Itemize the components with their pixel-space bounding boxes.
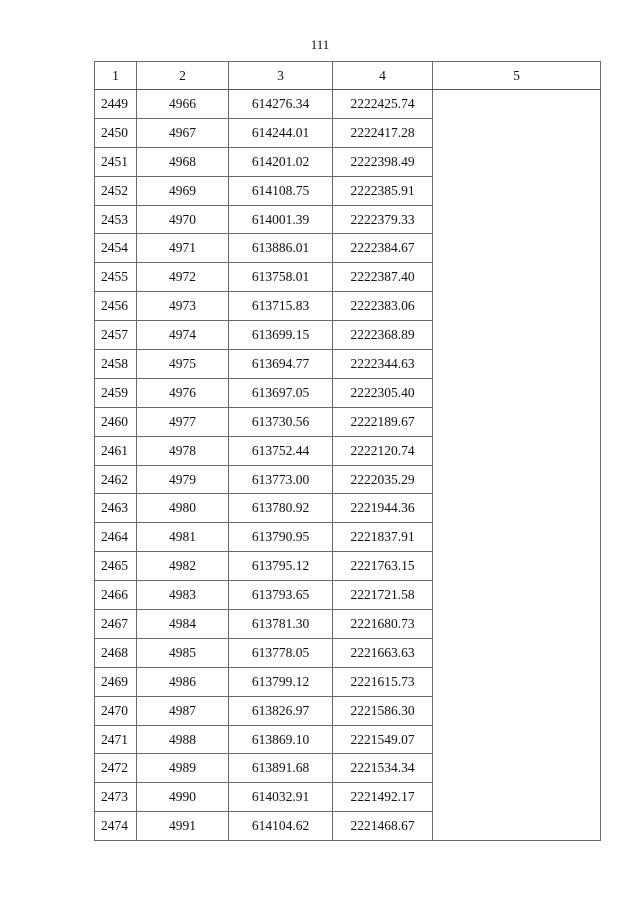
table-cell-col-2: 4972 [137,263,229,292]
table-cell-col-2: 4987 [137,696,229,725]
column-header-5: 5 [433,62,601,90]
table-cell-col-3: 613826.97 [229,696,333,725]
table-cell-col-3: 614104.62 [229,812,333,841]
table-cell-col-1: 2453 [95,205,137,234]
table-row [95,581,601,610]
table-cell-col-4: 2222387.40 [333,263,433,292]
table-cell-col-5 [433,581,601,610]
table-cell-col-5 [433,234,601,263]
table-cell-col-5 [433,783,601,812]
table-row [95,638,601,667]
table-cell-col-4: 2222120.74 [333,436,433,465]
table-cell-col-3: 614276.34 [229,90,333,119]
table-cell-col-4: 2222384.67 [333,234,433,263]
table-cell-col-5 [433,436,601,465]
table-cell-col-5 [433,667,601,696]
table-cell-col-4: 2221680.73 [333,610,433,639]
table-row [95,118,601,147]
table-cell-col-2: 4973 [137,292,229,321]
table-cell-col-5 [433,552,601,581]
table-cell-col-1: 2457 [95,321,137,350]
table-cell-col-5 [433,407,601,436]
table-cell-col-1: 2464 [95,523,137,552]
table-cell-col-2: 4977 [137,407,229,436]
table-cell-col-3: 613752.44 [229,436,333,465]
table-cell-col-2: 4982 [137,552,229,581]
table-cell-col-2: 4969 [137,176,229,205]
table-cell-col-1: 2455 [95,263,137,292]
column-header-3: 3 [229,62,333,90]
table-cell-col-1: 2451 [95,147,137,176]
table-cell-col-1: 2459 [95,378,137,407]
table-cell-col-5 [433,696,601,725]
table-cell-col-5 [433,494,601,523]
table-cell-col-3: 613780.92 [229,494,333,523]
table-cell-col-4: 2222035.29 [333,465,433,494]
table-cell-col-1: 2454 [95,234,137,263]
table-cell-col-2: 4984 [137,610,229,639]
table-cell-col-2: 4970 [137,205,229,234]
table-cell-col-1: 2472 [95,754,137,783]
table-cell-col-1: 2465 [95,552,137,581]
table-cell-col-2: 4968 [137,147,229,176]
table-row [95,812,601,841]
table-row [95,754,601,783]
header-row [95,62,601,90]
table-cell-col-2: 4981 [137,523,229,552]
table-cell-col-2: 4975 [137,350,229,379]
table-cell-col-1: 2458 [95,350,137,379]
table-cell-col-3: 613869.10 [229,725,333,754]
table-cell-col-4: 2221944.36 [333,494,433,523]
table-cell-col-1: 2469 [95,667,137,696]
table-cell-col-3: 613793.65 [229,581,333,610]
table-row [95,205,601,234]
table-cell-col-1: 2463 [95,494,137,523]
coordinates-table [94,61,601,841]
table-cell-col-4: 2222383.06 [333,292,433,321]
table-cell-col-5 [433,523,601,552]
table-cell-col-4: 2221763.15 [333,552,433,581]
table-cell-col-2: 4971 [137,234,229,263]
table-cell-col-1: 2456 [95,292,137,321]
table-cell-col-4: 2221721.58 [333,581,433,610]
table-cell-col-2: 4983 [137,581,229,610]
table-cell-col-3: 613891.68 [229,754,333,783]
table-cell-col-2: 4991 [137,812,229,841]
table-cell-col-2: 4980 [137,494,229,523]
table-cell-col-3: 614244.01 [229,118,333,147]
table-cell-col-3: 613730.56 [229,407,333,436]
table-cell-col-5 [433,638,601,667]
table-cell-col-5 [433,610,601,639]
table-cell-col-1: 2471 [95,725,137,754]
table-row [95,436,601,465]
table-row [95,725,601,754]
table-row [95,783,601,812]
table-cell-col-4: 2221615.73 [333,667,433,696]
table-row [95,552,601,581]
table-cell-col-4: 2222425.74 [333,90,433,119]
table-cell-col-3: 614201.02 [229,147,333,176]
table-row [95,523,601,552]
column-header-1: 1 [95,62,137,90]
table-cell-col-2: 4967 [137,118,229,147]
table-cell-col-5 [433,754,601,783]
table-cell-col-1: 2449 [95,90,137,119]
table-cell-col-3: 613699.15 [229,321,333,350]
table-cell-col-4: 2222305.40 [333,378,433,407]
table-cell-col-1: 2462 [95,465,137,494]
table-cell-col-5 [433,350,601,379]
table-cell-col-4: 2222385.91 [333,176,433,205]
table-cell-col-1: 2466 [95,581,137,610]
table-cell-col-1: 2460 [95,407,137,436]
table-cell-col-5 [433,321,601,350]
table-cell-col-3: 613773.00 [229,465,333,494]
table-cell-col-2: 4978 [137,436,229,465]
table-cell-col-3: 614108.75 [229,176,333,205]
table-cell-col-2: 4974 [137,321,229,350]
table-cell-col-1: 2450 [95,118,137,147]
table-cell-col-3: 613795.12 [229,552,333,581]
table-cell-col-2: 4966 [137,90,229,119]
table-cell-col-5 [433,205,601,234]
table-cell-col-4: 2222189.67 [333,407,433,436]
table-cell-col-5 [433,292,601,321]
table-cell-col-3: 613790.95 [229,523,333,552]
table-row [95,176,601,205]
table-cell-col-4: 2221549.07 [333,725,433,754]
table-row [95,465,601,494]
table-row [95,147,601,176]
table-cell-col-3: 613715.83 [229,292,333,321]
table-cell-col-4: 2221586.30 [333,696,433,725]
table-row [95,407,601,436]
table-cell-col-1: 2468 [95,638,137,667]
table-cell-col-2: 4989 [137,754,229,783]
table-row [95,350,601,379]
table-row [95,610,601,639]
table-cell-col-4: 2221534.34 [333,754,433,783]
table-cell-col-4: 2221468.67 [333,812,433,841]
table-cell-col-2: 4979 [137,465,229,494]
table-cell-col-1: 2461 [95,436,137,465]
table-cell-col-1: 2474 [95,812,137,841]
table-cell-col-3: 613799.12 [229,667,333,696]
table-cell-col-3: 613886.01 [229,234,333,263]
table-cell-col-4: 2221663.63 [333,638,433,667]
table-cell-col-5 [433,147,601,176]
table-cell-col-5 [433,725,601,754]
table-row [95,234,601,263]
table-cell-col-5 [433,118,601,147]
table-cell-col-5 [433,812,601,841]
table-cell-col-2: 4976 [137,378,229,407]
table-cell-col-3: 613697.05 [229,378,333,407]
page-number: 111 [310,37,330,52]
table-cell-col-2: 4986 [137,667,229,696]
column-header-4: 4 [333,62,433,90]
table-cell-col-2: 4988 [137,725,229,754]
table-cell-col-3: 614032.91 [229,783,333,812]
table-cell-col-1: 2467 [95,610,137,639]
column-header-2: 2 [137,62,229,90]
table-cell-col-3: 613758.01 [229,263,333,292]
table-cell-col-1: 2470 [95,696,137,725]
table-cell-col-5 [433,90,601,119]
table-cell-col-2: 4985 [137,638,229,667]
table-row [95,494,601,523]
table-cell-col-3: 613781.30 [229,610,333,639]
table-cell-col-4: 2221837.91 [333,523,433,552]
table-cell-col-4: 2222398.49 [333,147,433,176]
table-row [95,90,601,119]
table-row [95,667,601,696]
table-row [95,292,601,321]
table-cell-col-2: 4990 [137,783,229,812]
table-cell-col-4: 2221492.17 [333,783,433,812]
table-cell-col-4: 2222368.89 [333,321,433,350]
table-cell-col-3: 614001.39 [229,205,333,234]
table-body [95,90,601,841]
table-cell-col-5 [433,263,601,292]
table-cell-col-4: 2222344.63 [333,350,433,379]
table-row [95,696,601,725]
table-cell-col-5 [433,378,601,407]
table-row [95,378,601,407]
table-cell-col-1: 2452 [95,176,137,205]
table-header [95,62,601,90]
table-cell-col-4: 2222379.33 [333,205,433,234]
table-row [95,321,601,350]
table-cell-col-4: 2222417.28 [333,118,433,147]
table-cell-col-5 [433,176,601,205]
table-cell-col-1: 2473 [95,783,137,812]
table-cell-col-3: 613778.05 [229,638,333,667]
table-row [95,263,601,292]
table-cell-col-3: 613694.77 [229,350,333,379]
table-cell-col-5 [433,465,601,494]
